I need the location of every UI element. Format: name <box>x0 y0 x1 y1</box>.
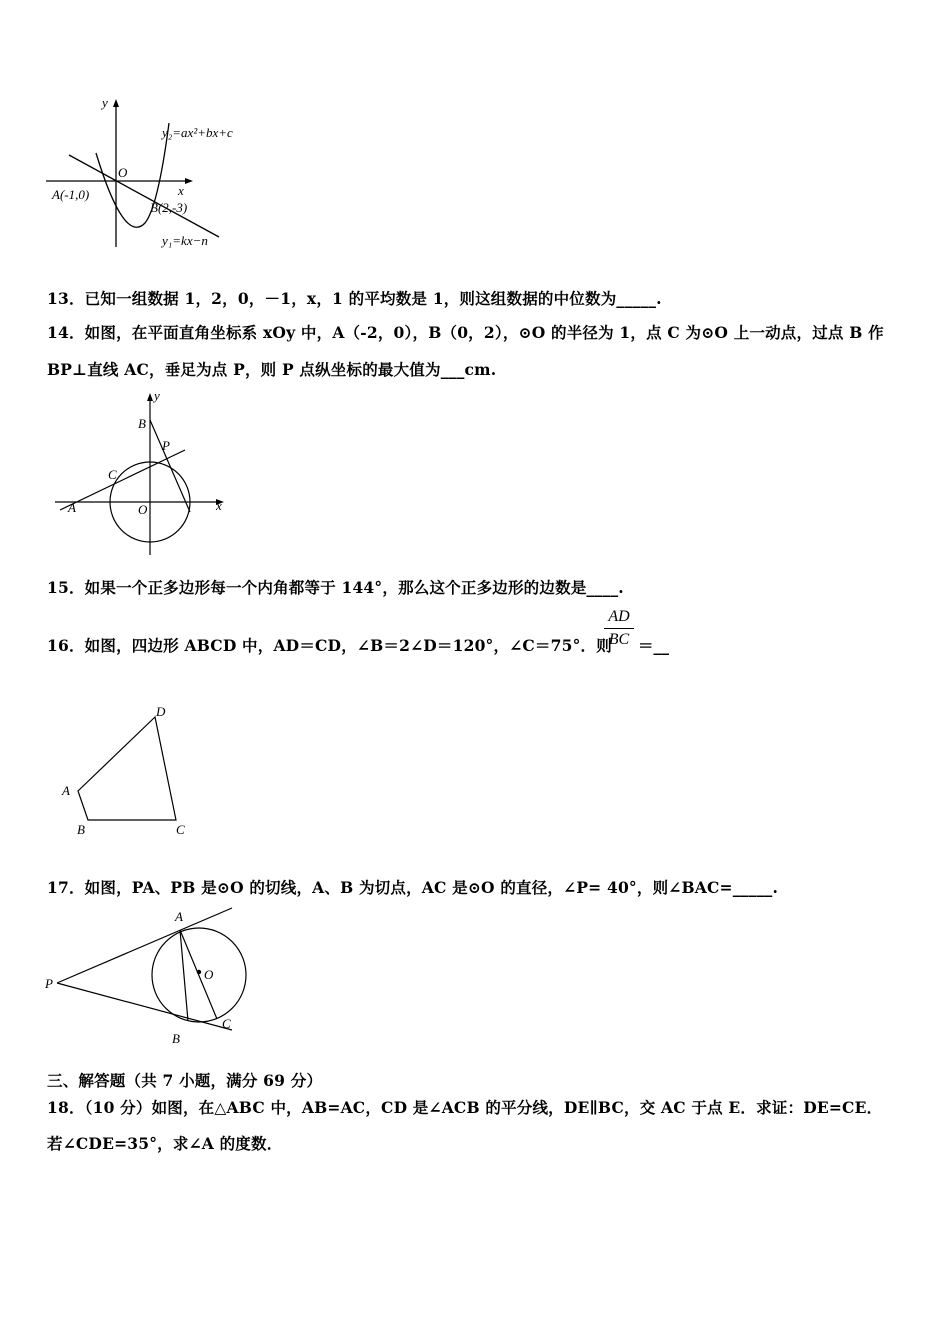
tangent-circle-figure <box>42 900 247 1050</box>
question-16: 16．如图，四边形 ABCD 中，AD＝CD，∠B＝2∠D＝120°，∠C＝75°．则 <box>47 636 612 655</box>
point-o-label: O <box>204 967 214 982</box>
point-a-label: A <box>175 909 183 924</box>
circle-coordinate-figure <box>50 390 230 560</box>
point-b-label: B <box>138 416 146 431</box>
question-18-line-1: 18．（10 分）如图，在△ABC 中，AB=AC，CD 是∠ACB 的平分线，DE∥BC，交 AC 于点 E．求证：DE=CE． <box>47 1098 883 1117</box>
point-b-label: B <box>77 822 85 837</box>
chord-ab <box>180 930 188 1021</box>
center-dot <box>197 970 201 974</box>
fraction-denominator: BC <box>608 631 630 648</box>
x-axis-label: x <box>178 183 184 198</box>
point-a-label: A(-1,0) <box>52 187 90 202</box>
y-axis-label: y <box>102 95 108 110</box>
line-bp <box>150 420 190 512</box>
question-14-line-1: 14．如图，在平面直角坐标系 xOy 中，A（-2，0），B（0，2），⊙O 的半径为 1，点 C 为⊙O 上一动点，过点 B 作 <box>47 323 884 342</box>
fraction-numerator: AD <box>604 608 634 629</box>
fraction-ad-bc <box>604 608 634 649</box>
question-18-line-2: 若∠CDE=35°，求∠A 的度数． <box>47 1134 283 1153</box>
question-14-line-2: BP⊥直线 AC，垂足为点 P，则 P 点纵坐标的最大值为___cm. <box>47 360 497 379</box>
section-3-title: 三、解答题（共 7 小题，满分 69 分） <box>47 1071 323 1090</box>
question-16-answer-blank: ＝__ <box>638 636 670 655</box>
question-17: 17．如图，PA、PB 是⊙O 的切线，A、B 为切点，AC 是⊙O 的直径，∠P= 40°，则∠BAC=_____. <box>47 878 779 897</box>
point-a-label: A <box>62 783 70 798</box>
point-a-label: A <box>68 500 76 515</box>
parabola-label: y₂=ax²+bx+c <box>162 125 233 140</box>
point-c-label: C <box>108 467 117 482</box>
point-c-label: C <box>222 1016 231 1031</box>
origin-label: O <box>138 502 148 517</box>
point-b-label: B <box>172 1031 180 1046</box>
point-b-label: B(2,-3) <box>150 200 188 215</box>
point-p-label: P <box>45 976 53 991</box>
line-ac <box>60 450 185 510</box>
line-label: y₁=kx−n <box>162 233 208 248</box>
y-axis-label: y <box>154 390 160 403</box>
question-13: 13．已知一组数据 1，2，0，－1，x，1 的平均数是 1，则这组数据的中位数为_____. <box>47 289 662 308</box>
parabola-line-figure <box>44 95 274 255</box>
quadrilateral-abcd <box>78 717 176 820</box>
tangent-pb <box>57 983 232 1030</box>
point-d-label: D <box>156 704 166 719</box>
question-15: 15．如果一个正多边形每一个内角都等于 144°，那么这个正多边形的边数是____. <box>47 578 624 597</box>
quadrilateral-figure <box>55 700 205 840</box>
origin-label: O <box>118 165 128 180</box>
point-p-label: P <box>162 438 170 453</box>
point-c-label: C <box>176 822 185 837</box>
x-axis-label: x <box>216 498 222 513</box>
